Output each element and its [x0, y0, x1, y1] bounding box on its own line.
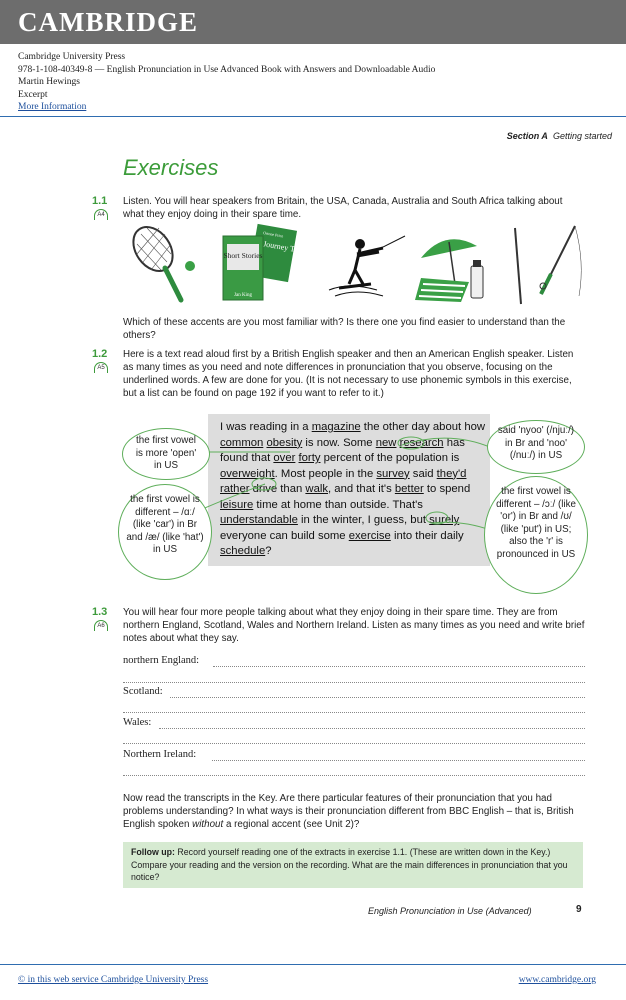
underlined-word: obesity: [266, 436, 303, 449]
publisher: Cambridge University Press: [18, 52, 126, 62]
answer-wales[interactable]: Wales:: [123, 717, 152, 728]
headphones-icon: A4: [94, 209, 108, 220]
headphones-icon: A5: [94, 362, 108, 373]
answer-dotted-line: [123, 775, 585, 776]
reading-passage: I was reading in a magazine the other day about how common obesity is now. Some new research has found that over forty percent of the population is overweight. Most people in the survey said they'd rather drive than walk, and that it's better to spend leisure time at home than outside. That's understandable in the winter, I guess, but surely everyone can build some exercise into their daily schedule?: [220, 421, 486, 557]
answer-dotted-line: [123, 712, 585, 713]
isbn-title: 978-1-108-40349-8 — English Pronunciation in Use Advanced Book with Answers and Downloadable Audio: [18, 64, 436, 75]
section-title: Getting started: [552, 131, 612, 141]
fishing-rod-icon: [515, 226, 581, 304]
underlined-word: common: [220, 436, 264, 449]
follow-up-text: Follow up: Record yourself reading one of the extracts in exercise 1.1. (These are written down in the Key.) Compare your reading and the version on the recording. What are the main differences in pronunciation that you notice?: [131, 847, 568, 882]
exercise-1-2-instructions: Here is a text read aloud first by a British English speaker and then an American English speaker. Listen as many times as you need and note differences in pronunciation that you observe, focusing on the underlined words. A few are done for you. (It is not necessary to use phonemic symbols in this exercise, but a list can be found on page 192 if you want to refer to it.): [123, 349, 574, 399]
underlined-word: forty: [298, 452, 321, 464]
author: Martin Hewings: [18, 77, 81, 87]
header-divider: [0, 116, 626, 117]
underlined-word: better: [394, 483, 424, 495]
book-metadata: [18, 51, 435, 114]
book-cover-title: Journey To Peace: [262, 239, 320, 258]
underlined-word: surely: [429, 514, 460, 526]
underlined-word: leisure: [220, 498, 254, 511]
underlined-word: exercise: [348, 529, 391, 542]
underlined-word: survey: [376, 467, 410, 480]
exercise-number: 1.3: [92, 606, 108, 618]
hobby-illustrations: [123, 222, 585, 308]
answer-dotted-line: [123, 743, 585, 744]
callout-common: the first vowel is more 'open' in US: [135, 435, 197, 471]
headphones-icon: A6: [94, 620, 108, 631]
footer-divider: [0, 964, 626, 965]
brand-bar: [0, 0, 626, 44]
answer-dotted-line: [213, 666, 585, 667]
book-cover-author: Jan King: [234, 293, 252, 298]
exercise-1-3-followup-question: Now read the transcripts in the Key. Are there particular features of their pronunciation that you had problems understanding? In what ways is their pronunciation different from BBC English – that is, British English spoken without a regional accent (see Unit 2)?: [123, 793, 574, 830]
follow-up-label: Follow up:: [131, 847, 175, 857]
excerpt-label: Excerpt: [18, 89, 48, 100]
section-header: [507, 131, 612, 141]
exercise-number: 1.2: [92, 348, 108, 360]
underlined-word: rather: [220, 483, 250, 495]
books-icon: [223, 224, 320, 300]
book-title-footer: English Pronunciation in Use (Advanced): [368, 906, 532, 916]
callout-surely: the first vowel is different – /ɔː/ (like 'or') in Br and /ʊ/ (like 'put') in US; also the 'r' is pronounced in US: [496, 486, 576, 560]
underlined-word: schedule: [220, 545, 266, 557]
exercise-1-1-instructions: Listen. You will hear speakers from Britain, the USA, Canada, Australia and South Africa talking about what they enjoy doing in their spare time.: [123, 196, 563, 220]
more-information-link[interactable]: More Information: [18, 102, 87, 112]
website-link[interactable]: www.cambridge.org: [518, 975, 596, 985]
beach-umbrella-icon: [415, 239, 483, 302]
exercise-1-1-question: Which of these accents are you most familiar with? Is there one you find easier to understand than the others?: [123, 317, 566, 341]
page-number: 9: [576, 904, 582, 915]
answer-dotted-line: [212, 760, 585, 761]
answer-dotted-line: [123, 682, 585, 683]
answer-dotted-line: [170, 697, 585, 698]
exercise-number: 1.1: [92, 195, 108, 207]
underlined-word: new: [375, 436, 397, 449]
book-cover-subtitle: Ortone Price: [262, 230, 284, 239]
underlined-word: over: [273, 452, 296, 464]
underlined-word: understandable: [220, 514, 298, 526]
water-skier-icon: [329, 236, 405, 296]
answer-dotted-line: [159, 728, 585, 729]
answer-northern-ireland[interactable]: Northern Ireland:: [123, 749, 197, 760]
tennis-racket-icon: [125, 222, 195, 300]
answer-scotland[interactable]: Scotland:: [123, 686, 163, 697]
underlined-word: research: [399, 436, 444, 449]
underlined-word: overweight: [220, 467, 275, 480]
exercise-1-3-instructions: You will hear four more people talking about what they enjoy doing in their spare time. They are from northern England, Scotland, Wales and Northern Ireland. Listen as many times as you need and write brief notes about what they say.: [123, 607, 585, 644]
cambridge-logo: CAMBRIDGE: [18, 7, 199, 37]
callout-rather: the first vowel is different – /ɑː/ (like 'car') in Br and /æ/ (like 'hat') in US: [126, 494, 204, 555]
underlined-word: walk: [305, 483, 329, 495]
answer-northern-england[interactable]: northern England:: [123, 655, 200, 666]
section-label: Section A: [506, 131, 548, 141]
page-title: Exercises: [123, 155, 219, 180]
copyright-link[interactable]: © in this web service Cambridge University Press: [18, 975, 209, 985]
book-cover-title: Short Stories: [223, 251, 263, 260]
callout-new: said 'nyoo' (/njuː/) in Br and 'noo' (/nuː/) in US: [497, 425, 575, 461]
underlined-word: magazine: [311, 421, 361, 433]
underlined-word: they'd: [436, 467, 467, 480]
